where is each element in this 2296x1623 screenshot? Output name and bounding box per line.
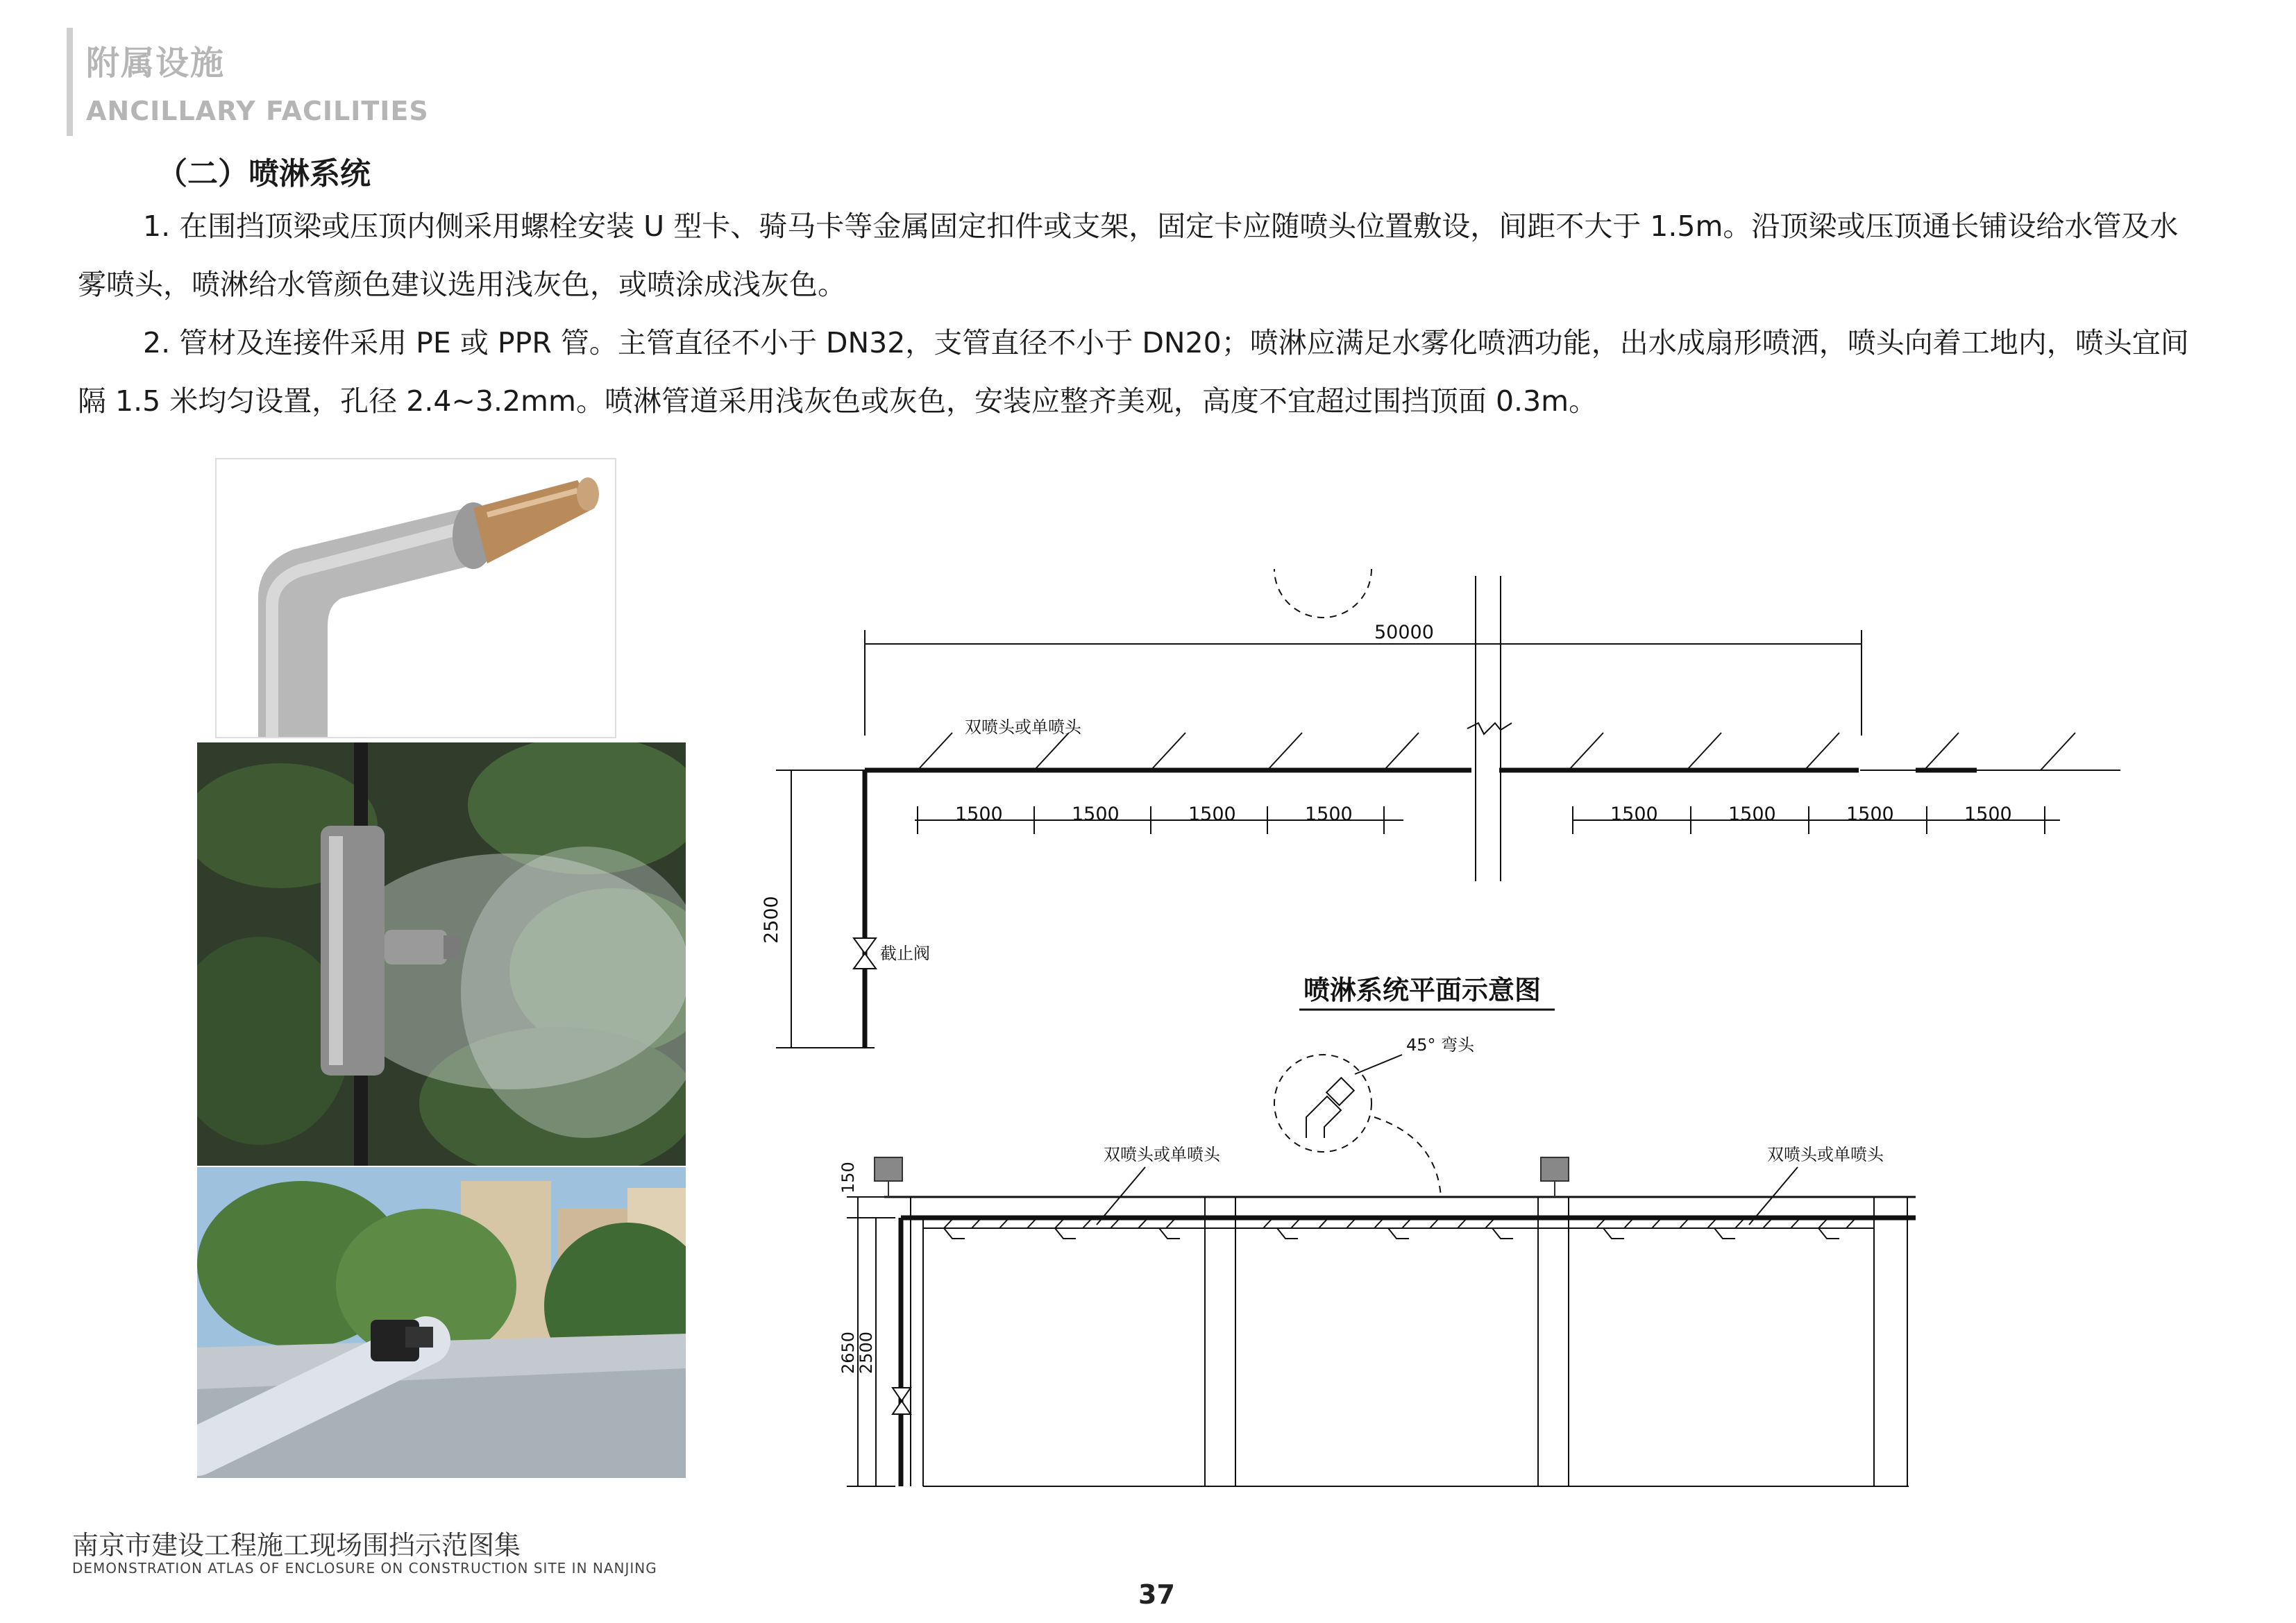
footer-title-cn: 南京市建设工程施工现场围挡示范图集 [72, 1530, 521, 1561]
spacing-dim-6: 1500 [1728, 804, 1776, 825]
header-title-cn: 附属设施 [86, 44, 226, 83]
spacing-dim-3: 1500 [1188, 804, 1236, 825]
spacing-dim-4: 1500 [1305, 804, 1353, 825]
elev-dim-150: 150 [838, 1162, 858, 1193]
elbow-detail [1306, 1055, 1402, 1138]
footer-title-en: DEMONSTRATION ATLAS OF ENCLOSURE ON CONSTRUCTION SITE IN NANJING [72, 1560, 657, 1577]
height-dim-text: 2500 [761, 896, 782, 944]
wall-sprinkler-photo [197, 1167, 686, 1478]
sprinkler-plan-drawing [736, 569, 2124, 1527]
total-dim-text: 50000 [1374, 622, 1434, 643]
paragraph-2: 2. 管材及连接件采用 PE 或 PPR 管。主管直径不小于 DN32，支管直径不小于 DN20；喷淋应满足水雾化喷洒功能，出水成扇形喷洒，喷头向着工地内，喷头宜间隔 1.5 米均匀设置，孔径 2.4~3.2mm。喷淋管道采用浅灰色或灰色，安装应整齐美观，高度不宜超过围挡顶面 0.3m。 [78, 326, 2189, 418]
header-accent-bar [67, 28, 73, 136]
elevation-lights [875, 1157, 1569, 1197]
valve-label: 截止阀 [880, 944, 930, 963]
header-title-en: ANCILLARY FACILITIES [86, 96, 429, 126]
elev-dim-2500: 2500 [856, 1331, 876, 1374]
page-number: 37 [1138, 1579, 1175, 1610]
plan-title: 喷淋系统平面示意图 [1303, 975, 1542, 1005]
sprinkler-drawing-svg [736, 569, 2124, 1527]
elev-nozzle-label-left: 双喷头或单喷头 [1104, 1145, 1220, 1164]
elev-nozzle-label-right: 双喷头或单喷头 [1767, 1145, 1884, 1164]
paragraph-1: 1. 在围挡顶梁或压顶内侧采用螺栓安装 U 型卡、骑马卡等金属固定扣件或支架，固定卡应随喷头位置敷设，间距不大于 1.5m。沿顶梁或压顶通长铺设给水管及水雾喷头，喷淋给水管颜色建议选用浅灰色，或喷涂成浅灰色。 [78, 210, 2179, 301]
mist-nozzle-photo [197, 742, 686, 1166]
spacing-dim-8: 1500 [1964, 804, 2012, 825]
spacing-dim-1: 1500 [955, 804, 1003, 825]
elbow-label: 45° 弯头 [1406, 1035, 1475, 1055]
spacing-dim-2: 1500 [1072, 804, 1120, 825]
plan-nozzles [918, 733, 2075, 770]
plan-nozzle-label: 双喷头或单喷头 [965, 717, 1081, 737]
spacing-dim-5: 1500 [1610, 804, 1658, 825]
spacing-dim-7: 1500 [1846, 804, 1894, 825]
elev-dim-2650: 2650 [838, 1331, 858, 1374]
nozzle-product-photo [215, 458, 616, 738]
section-title: （二）喷淋系统 [157, 156, 371, 192]
